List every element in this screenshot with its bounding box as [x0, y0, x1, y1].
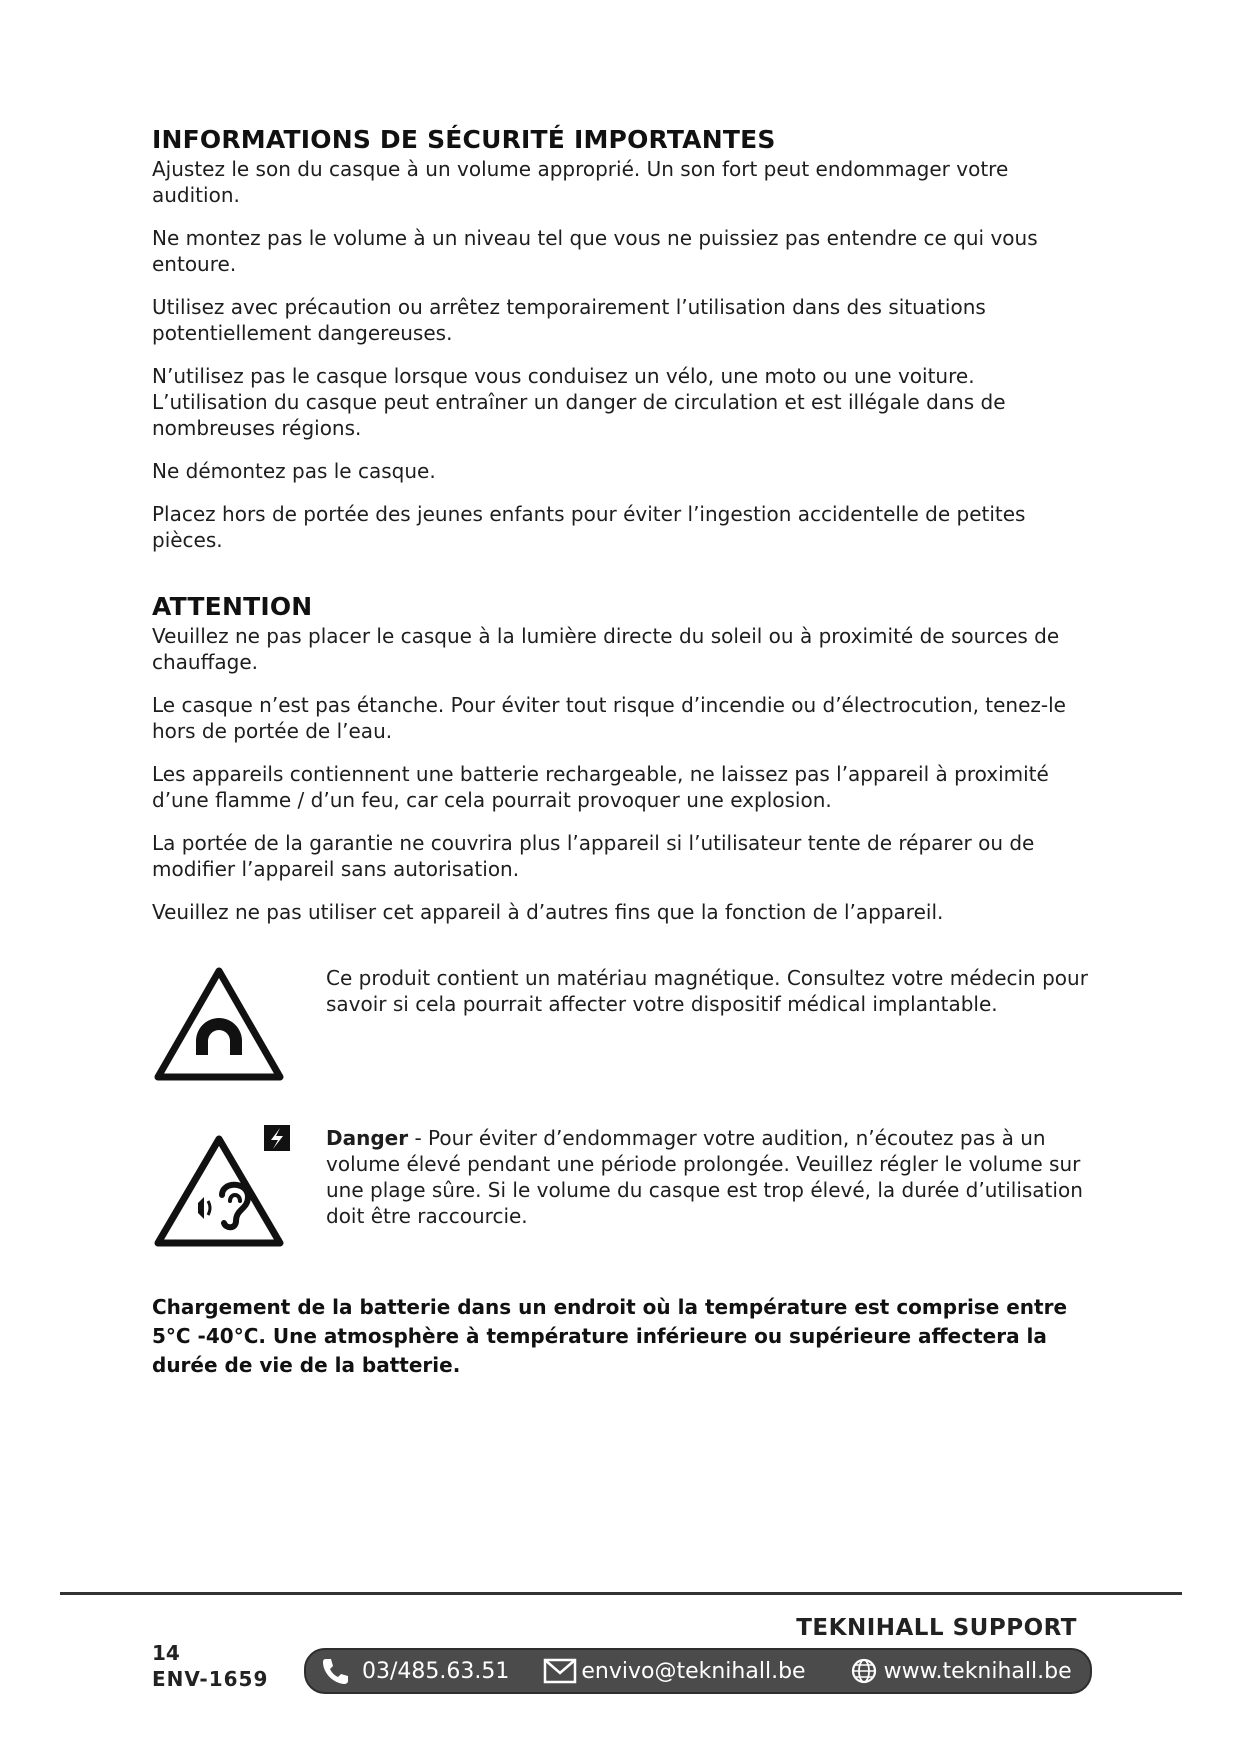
- attention-paragraph: Les appareils contiennent une batterie rechargeable, ne laissez pas l’appareil à proximité d’une flamme / d’un feu, car cela pourrait provoquer une explosion.: [152, 762, 1049, 812]
- hearing-warning-text: [326, 1125, 1092, 1229]
- envelope-icon: [543, 1658, 577, 1684]
- hearing-warning-body: - Pour éviter d’endommager votre audition, n’écoutez pas à un volume élevé pendant une période prolongée. Veuillez régler le volume sur une plage sûre. Si le volume du casque est trop élevé, la durée d’utilisation doit être raccourcie.: [326, 1126, 1083, 1228]
- safety-paragraph: Ajustez le son du casque à un volume approprié. Un son fort peut endommager votre audition.: [152, 157, 1009, 207]
- email-address: envivo@teknihall.be: [581, 1658, 806, 1684]
- safety-paragraph: Ne démontez pas le casque.: [152, 459, 436, 483]
- magnetic-warning: [152, 965, 1092, 1087]
- website-contact[interactable]: [850, 1657, 1072, 1685]
- support-contact-bar: [304, 1648, 1092, 1694]
- model-number: ENV-1659: [152, 1667, 269, 1691]
- globe-icon: [850, 1657, 878, 1685]
- magnetic-warning-text: Ce produit contient un matériau magnétique. Consultez votre médecin pour savoir si cela pourrait affecter votre dispositif médical implantable.: [326, 966, 1088, 1016]
- website-url: www.teknihall.be: [883, 1658, 1072, 1684]
- page-number: 14: [152, 1641, 180, 1665]
- safety-heading: INFORMATIONS DE SÉCURITÉ IMPORTANTES: [152, 125, 776, 154]
- safety-paragraph: N’utilisez pas le casque lorsque vous conduisez un vélo, une moto ou une voiture. L’utilisation du casque peut entraîner un danger de circulation et est illégale dans de nombreuses régions.: [152, 364, 1006, 440]
- attention-paragraph: Veuillez ne pas utiliser cet appareil à d’autres fins que la fonction de l’appareil.: [152, 900, 944, 924]
- footer-divider: [60, 1592, 1182, 1595]
- attention-paragraph: La portée de la garantie ne couvrira plus l’appareil si l’utilisateur tente de réparer ou de modifier l’appareil sans autorisation.: [152, 831, 1035, 881]
- support-title: TEKNIHALL SUPPORT: [796, 1615, 1077, 1641]
- safety-paragraph: Utilisez avec précaution ou arrêtez temporairement l’utilisation dans des situations potentiellement dangereuses.: [152, 295, 986, 345]
- charging-note: Chargement de la batterie dans un endroit où la température est comprise entre 5°C -40°C. Une atmosphère à température inférieure ou supérieure affectera la durée de vie de la batterie.: [152, 1295, 1068, 1377]
- safety-paragraph: Ne montez pas le volume à un niveau tel que vous ne puissiez pas entendre ce qui vous entoure.: [152, 226, 1038, 276]
- safety-paragraph: Placez hors de portée des jeunes enfants pour éviter l’ingestion accidentelle de petites pièces.: [152, 502, 1026, 552]
- phone-number: 03/485.63.51: [362, 1658, 510, 1684]
- hearing-warning-icon: [152, 1125, 326, 1253]
- page-content: [152, 124, 1092, 1380]
- phone-contact[interactable]: [320, 1656, 509, 1686]
- attention-heading: ATTENTION: [152, 592, 313, 621]
- attention-paragraph: Veuillez ne pas placer le casque à la lumière directe du soleil ou à proximité de sources de chauffage.: [152, 624, 1060, 674]
- magnet-warning-icon: [152, 965, 326, 1087]
- hearing-warning: [152, 1125, 1092, 1253]
- phone-icon: [320, 1656, 350, 1686]
- attention-paragraph: Le casque n’est pas étanche. Pour éviter tout risque d’incendie ou d’électrocution, tenez-le hors de portée de l’eau.: [152, 693, 1066, 743]
- email-contact[interactable]: [543, 1658, 805, 1684]
- danger-label: Danger: [326, 1126, 409, 1150]
- footer-left: [152, 1640, 268, 1692]
